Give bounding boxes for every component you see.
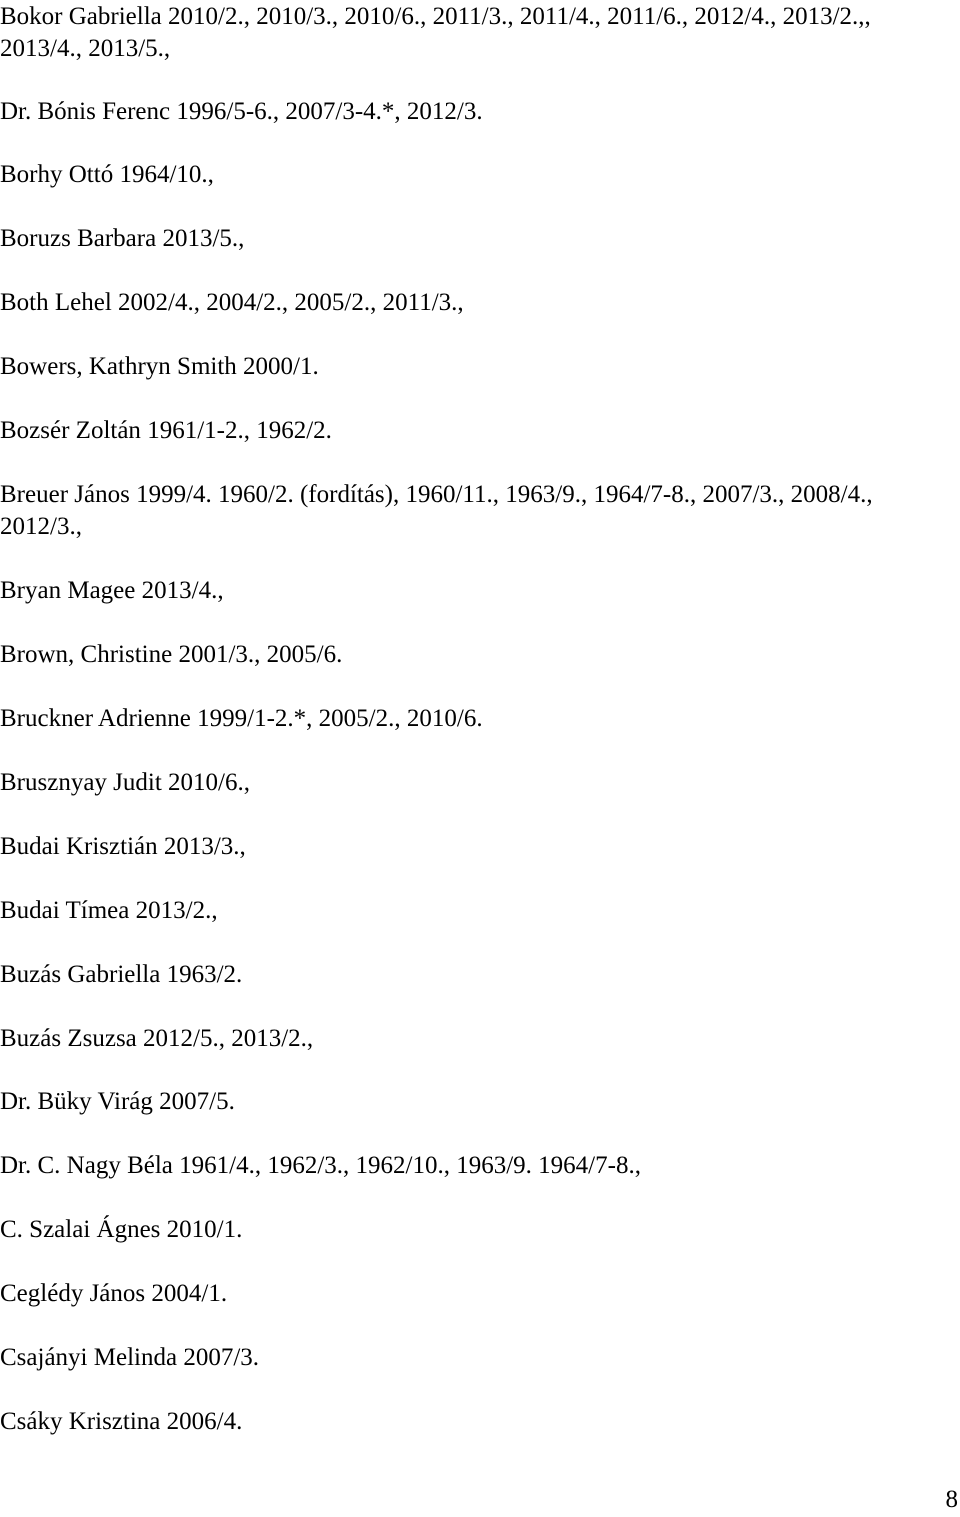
- entry-refs: 2007/3.: [183, 1344, 260, 1371]
- index-entry: [0, 479, 958, 543]
- entry-name: Bruckner Adrienne: [0, 705, 191, 732]
- index-entry: [0, 223, 958, 255]
- entry-refs: 2007/5.: [159, 1088, 235, 1115]
- entry-refs: 2013/2.,: [135, 897, 218, 924]
- entry-name: Brusznyay Judit: [0, 769, 162, 796]
- entry-refs: 2004/1.: [151, 1280, 228, 1307]
- entry-name: Buzás Gabriella: [0, 961, 161, 988]
- index-entry: [0, 1406, 958, 1438]
- entry-refs: 1961/4., 1962/3., 1962/10., 1963/9. 1964/7-8.,: [179, 1152, 641, 1179]
- index-entry: [0, 959, 958, 991]
- entry-name: Ceglédy János: [0, 1280, 146, 1307]
- entry-name: Bozsér Zoltán: [0, 417, 141, 444]
- index-entry: [0, 1086, 958, 1118]
- entry-refs: 2013/5.,: [162, 225, 245, 252]
- index-entry: [0, 159, 958, 191]
- entry-refs: 2006/4.: [166, 1408, 243, 1435]
- entry-name: Borhy Ottó: [0, 161, 114, 188]
- entry-name: Dr. Bónis Ferenc: [0, 98, 171, 125]
- entry-refs: 1963/2.: [166, 961, 243, 988]
- entry-name: Boruzs Barbara: [0, 225, 157, 252]
- entry-name: Both Lehel: [0, 289, 112, 316]
- index-entry: [0, 1150, 958, 1182]
- entry-refs: 1964/10.,: [119, 161, 214, 188]
- index-entry: [0, 703, 958, 735]
- entry-refs: 2010/6.,: [168, 769, 250, 796]
- index-entry: [0, 831, 958, 863]
- entry-refs: 2012/5., 2013/2.,: [143, 1025, 314, 1052]
- entry-refs: 1999/1-2.*, 2005/2., 2010/6.: [197, 705, 483, 732]
- entry-refs: 2013/3.,: [163, 833, 246, 860]
- entry-name: Dr. C. Nagy Béla: [0, 1152, 173, 1179]
- index-entry: [0, 767, 958, 799]
- entry-name: Bryan Magee: [0, 577, 136, 604]
- entry-name: C. Szalai Ágnes: [0, 1216, 161, 1243]
- index-entry: [0, 415, 958, 447]
- entry-name: Bokor Gabriella: [0, 3, 162, 30]
- page-number: 8: [945, 1486, 958, 1513]
- index-entry: [0, 1, 958, 65]
- entry-name: Budai Krisztián: [0, 833, 158, 860]
- entry-refs: 1999/4. 1960/2. (fordítás), 1960/11., 1963/9., 1964/7-8., 2007/3., 2008/4., 2012/3.,: [0, 481, 873, 540]
- index-entry: [0, 1214, 958, 1246]
- entry-refs: 2000/1.: [243, 353, 319, 380]
- entry-refs: 2002/4., 2004/2., 2005/2., 2011/3.,: [118, 289, 464, 316]
- entry-name: Brown, Christine: [0, 641, 173, 668]
- index-entry: [0, 1023, 958, 1055]
- index-entry: [0, 639, 958, 671]
- entry-name: Bowers, Kathryn Smith: [0, 353, 237, 380]
- index-entry: [0, 287, 958, 319]
- entry-refs: 2010/1.: [166, 1216, 243, 1243]
- entry-name: Csáky Krisztina: [0, 1408, 161, 1435]
- entry-refs: 2013/4.,: [141, 577, 224, 604]
- index-entry: [0, 1342, 958, 1374]
- entry-refs: 2010/2., 2010/3., 2010/6., 2011/3., 2011/4., 2011/6., 2012/4., 2013/2.,, 2013/4., 2013/5.,: [0, 3, 871, 62]
- entry-name: Buzás Zsuzsa: [0, 1025, 137, 1052]
- entry-name: Budai Tímea: [0, 897, 130, 924]
- entry-name: Csajányi Melinda: [0, 1344, 178, 1371]
- entry-refs: 1996/5-6., 2007/3-4.*, 2012/3.: [176, 98, 483, 125]
- entry-refs: 1961/1-2., 1962/2.: [147, 417, 332, 444]
- index-entry: [0, 351, 958, 383]
- index-entry: [0, 96, 958, 128]
- entry-name: Breuer János: [0, 481, 130, 508]
- index-entry: [0, 895, 958, 927]
- index-entry: [0, 575, 958, 607]
- entry-name: Dr. Büky Virág: [0, 1088, 153, 1115]
- entry-refs: 2001/3., 2005/6.: [178, 641, 343, 668]
- index-entry: [0, 1278, 958, 1310]
